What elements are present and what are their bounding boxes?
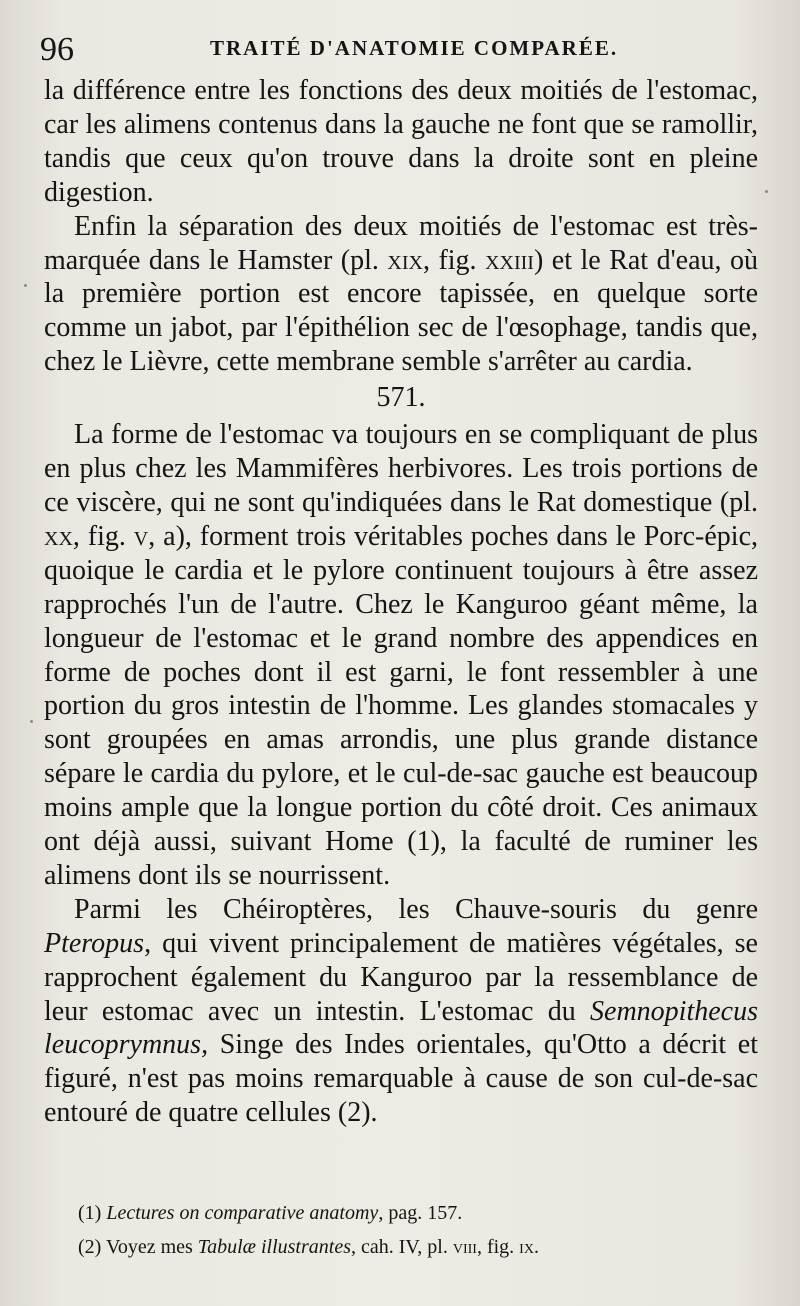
paragraph-4-text-a: Parmi les Chéiroptères, les Chauve-souris du genre — [74, 893, 758, 925]
species-semnopithecus: Semnopithecus leucoprymnus, — [44, 995, 758, 1061]
paragraph-4-text-c: , qui vivent principalement de matières végétales, se rapprochent également du Kanguroo par la ressemblance de leur estomac avec un intestin. L'estomac du — [44, 927, 758, 1027]
footnote-1 — [78, 1196, 758, 1230]
footnote-2-title: Tabulæ illustrantes — [197, 1236, 351, 1258]
paper-speck — [765, 190, 768, 193]
paragraph-3-text-c: , fig. — [72, 520, 134, 552]
footnote-2 — [78, 1230, 758, 1264]
paragraph-4-text-e: Singe des Indes orientales, qu'Otto a décrit et figuré, n'est pas moins remarquable à cause de son cul-de-sac entouré de quatre cellules (2). — [44, 1029, 758, 1129]
page-header — [40, 30, 760, 70]
footnote-2-figure: ix — [519, 1236, 534, 1258]
paragraph-4 — [44, 893, 758, 1130]
footnote-1-marker: (1) — [78, 1202, 107, 1224]
genus-pteropus: Pteropus — [44, 927, 145, 959]
footnote-1-title: Lectures on comparative anatomy — [106, 1202, 379, 1224]
paragraph-1: la différence entre les fonctions des deux moitiés de l'estomac, car les alimens contenus dans la gauche ne font que se ramollir, tandis que ceux qu'on trouve dans la droite sont en pleine digestion. — [44, 75, 758, 208]
plate-ref-xx: xx — [44, 520, 73, 552]
paper-speck — [24, 284, 27, 287]
body-text — [44, 74, 758, 1130]
paragraph-2-text-a: Enfin la séparation des deux moitiés de l'estomac est très-marquée dans le Hamster (pl. — [44, 210, 758, 276]
figure-ref-v: v — [133, 520, 149, 552]
paper-speck — [30, 720, 33, 723]
footnote-2-text-a: (2) Voyez mes — [78, 1236, 198, 1258]
plate-ref-xix: xix — [387, 244, 423, 276]
page-number: 96 — [40, 31, 74, 68]
footnote-2-text-g: . — [533, 1236, 539, 1258]
paragraph-2-text-e: ) et le Rat d'eau, où la première portion est encore tapissée, en quelque sorte comme un jabot, par l'épithélion sec de l'œsophage, tandis que, chez le Lièvre, cette membrane semble s'arrêter au cardia. — [44, 244, 758, 378]
paragraph-2-text-c: , fig. — [422, 244, 486, 276]
footnote-1-page: , pag. 157. — [378, 1202, 463, 1224]
running-head: TRAITÉ D'ANATOMIE COMPARÉE. — [210, 36, 619, 60]
footnote-2-text-e: , fig. — [476, 1236, 520, 1258]
paragraph-3 — [44, 418, 758, 893]
footnotes — [78, 1196, 758, 1264]
paragraph-3-text-a: La forme de l'estomac va toujours en se compliquant de plus en plus chez les Mammifères herbivores. Les trois portions de ce viscère, qui ne sont qu'indiquées dans le Rat domestique (pl. — [44, 419, 758, 518]
section-number: 571. — [376, 382, 426, 414]
paragraph-3-text-e: , a), forment trois véritables poches dans le Porc-épic, quoique le cardia et le pylore continuent toujours à être assez rapprochés l'un de l'autre. Chez le Kanguroo géant même, la longueur de l'estomac et le grand nombre des appendices en forme de poches dont il est garni, le font ressembler à une portion du gros intestin de l'homme. Les glandes stomacales y sont groupées en amas arrondis, une plus grande distance sépare le cardia du pylore, et le cul-de-sac gauche est beaucoup moins ample que la longue portion du côté droit. Ces animaux ont déjà aussi, suivant Home (1), la faculté de ruminer les alimens dont ils se nourrissent. — [44, 520, 758, 891]
figure-ref-xxiii: xxiii — [485, 244, 534, 276]
footnote-2-plate: viii — [452, 1236, 477, 1258]
paragraph-2 — [44, 210, 758, 380]
footnote-2-text-c: , cah. IV, pl. — [351, 1236, 453, 1258]
